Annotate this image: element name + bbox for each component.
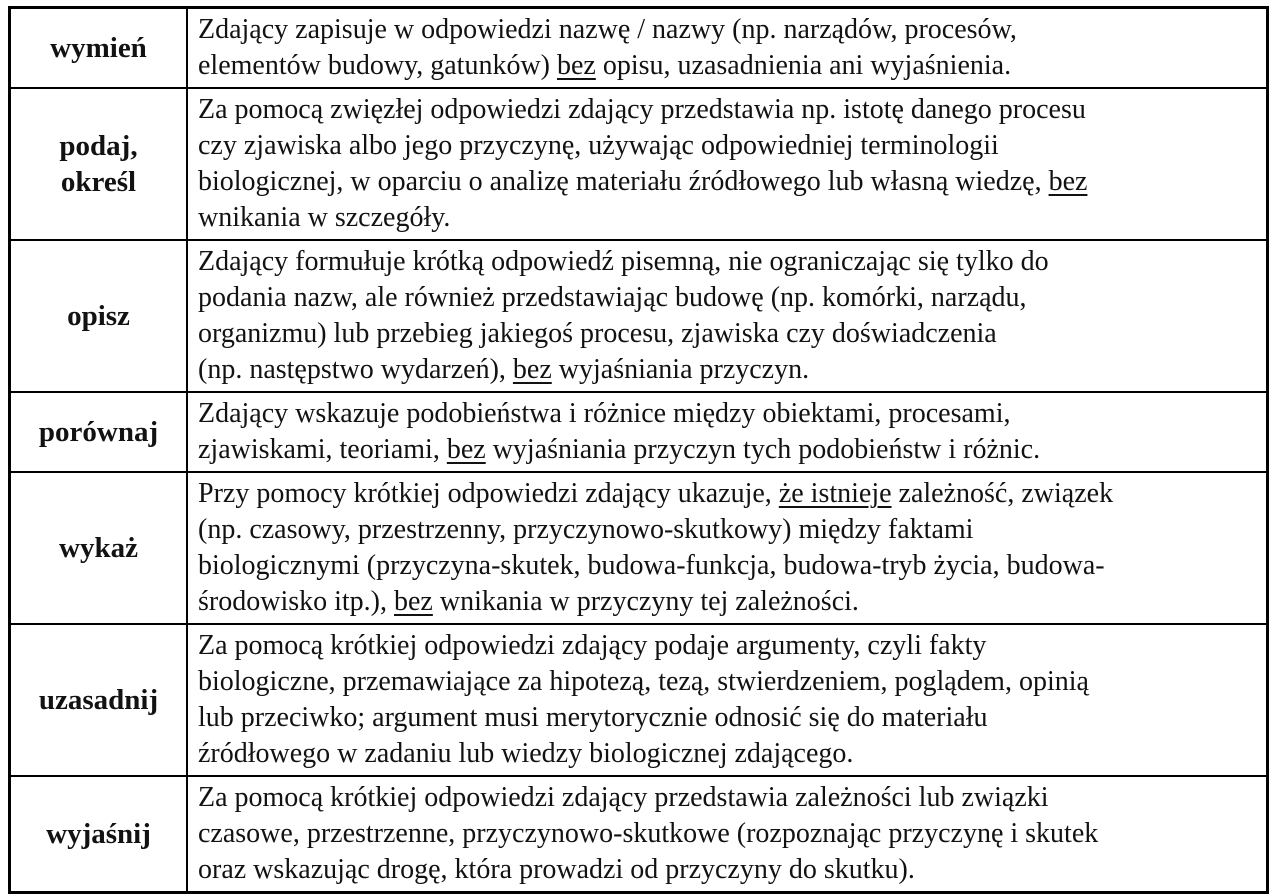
table-row [10,240,1268,392]
definition-text: wnikania w szczegóły. [198,202,451,233]
definition-text: opisu, uzasadnienia ani wyjaśnienia. [595,50,1012,81]
definition-text: wnikania w przyczyny tej zależności. [432,586,859,617]
table-row [10,88,1268,240]
term-cell [10,8,188,89]
table-body [10,8,1268,893]
term-cell [10,624,188,776]
definition-text: podania nazw, ale również przedstawiając budowę (np. komórki, narządu, [198,282,1027,313]
definition-text: Przy pomocy krótkiej odpowiedzi zdający ukazuje, [198,478,779,509]
definition-cell [187,392,1268,472]
definition-text: Zdający zapisuje w odpowiedzi nazwę / nazwy (np. narządów, procesów, [198,14,1017,45]
definition-text: (np. następstwo wydarzeń), [198,354,513,385]
definition-text: Za pomocą krótkiej odpowiedzi zdający podaje argumenty, czyli fakty [198,630,987,661]
definition-line [198,244,1258,280]
definition-text: organizmu) lub przebieg jakiegoś procesu, zjawiska czy doświadczenia [198,318,997,349]
table-row [10,776,1268,893]
definition-text: elementów budowy, gatunków) [198,50,557,81]
definition-cell [187,88,1268,240]
term-cell [10,88,188,240]
definition-text: czy zjawiska albo jego przyczynę, używając odpowiedniej terminologii [198,130,999,161]
definition-line [198,852,1258,888]
underlined-text: bez [512,354,552,385]
term-text: wykaż [59,532,138,564]
definition-line [198,432,1258,468]
definition-line [198,316,1258,352]
definition-text: lub przeciwko; argument musi merytorycznie odnosić się do materiału [198,702,988,733]
definition-line [198,700,1258,736]
definition-text: wyjaśniania przyczyn tych podobieństw i różnic. [485,434,1041,465]
term-text: uzasadnij [38,684,159,716]
definition-text: środowisko itp.), [198,586,394,617]
definition-line [198,352,1258,388]
underlined-text: bez [557,50,596,81]
definition-text: zjawiskami, teoriami, [198,434,447,465]
definition-text: zależność, związek [891,478,1114,509]
definition-line [198,164,1258,200]
underlined-text: że istnieje [778,478,892,509]
definition-line [198,664,1258,700]
definition-text: wyjaśniania przyczyn. [551,354,810,385]
term-text: podaj, [59,130,138,162]
definition-line [198,584,1258,620]
term-cell [10,472,188,624]
definition-line [198,48,1258,84]
table-row [10,624,1268,776]
term-text: określ [60,166,137,198]
definition-text: biologiczne, przemawiające za hipotezą, tezą, stwierdzeniem, poglądem, opinią [198,666,1089,697]
definition-cell [187,624,1268,776]
definition-line [198,476,1258,512]
definition-line [198,200,1258,236]
definition-line [198,128,1258,164]
definition-line [198,736,1258,772]
definition-text: Zdający formułuje krótką odpowiedź pisemną, nie ograniczając się tylko do [198,246,1049,277]
definition-line [198,280,1258,316]
term-cell [10,776,188,893]
definition-line [198,512,1258,548]
definition-text: Za pomocą krótkiej odpowiedzi zdający przedstawia zależności lub związki [198,782,1049,813]
term-cell [10,240,188,392]
underlined-text: bez [394,586,433,617]
definition-line [198,816,1258,852]
definition-text: czasowe, przestrzenne, przyczynowo-skutkowe (rozpoznając przyczynę i skutek [198,818,1099,849]
definition-line [198,396,1258,432]
document-page [0,6,1280,886]
table-row [10,472,1268,624]
term-cell [10,392,188,472]
term-text: opisz [67,300,130,332]
definition-line [198,628,1258,664]
term-text: wyjaśnij [46,818,151,850]
definition-text: oraz wskazując drogę, która prowadzi od przyczyny do skutku). [198,854,915,885]
definitions-table [8,6,1269,894]
definition-cell [187,776,1268,893]
definition-line [198,780,1258,816]
term-text: porównaj [38,416,159,448]
table-row [10,8,1268,89]
definition-text: biologicznej, w oparciu o analizę materiału źródłowego lub własną wiedzę, [198,166,1049,197]
term-text: wymień [50,32,147,64]
definition-text: źródłowego w zadaniu lub wiedzy biologicznej zdającego. [198,738,854,769]
underlined-text: bez [1048,166,1088,197]
definition-text: Za pomocą zwięzłej odpowiedzi zdający przedstawia np. istotę danego procesu [198,94,1086,125]
definition-cell [187,472,1268,624]
definition-cell [187,8,1268,89]
table-row [10,392,1268,472]
underlined-text: bez [446,434,486,465]
definition-text: (np. czasowy, przestrzenny, przyczynowo-skutkowy) między faktami [198,514,974,545]
definition-cell [187,240,1268,392]
definition-line [198,12,1258,48]
definition-text: biologicznymi (przyczyna-skutek, budowa-funkcja, budowa-tryb życia, budowa- [198,550,1105,581]
definition-text: Zdający wskazuje podobieństwa i różnice między obiektami, procesami, [198,398,1011,429]
definition-line [198,548,1258,584]
definition-line [198,92,1258,128]
